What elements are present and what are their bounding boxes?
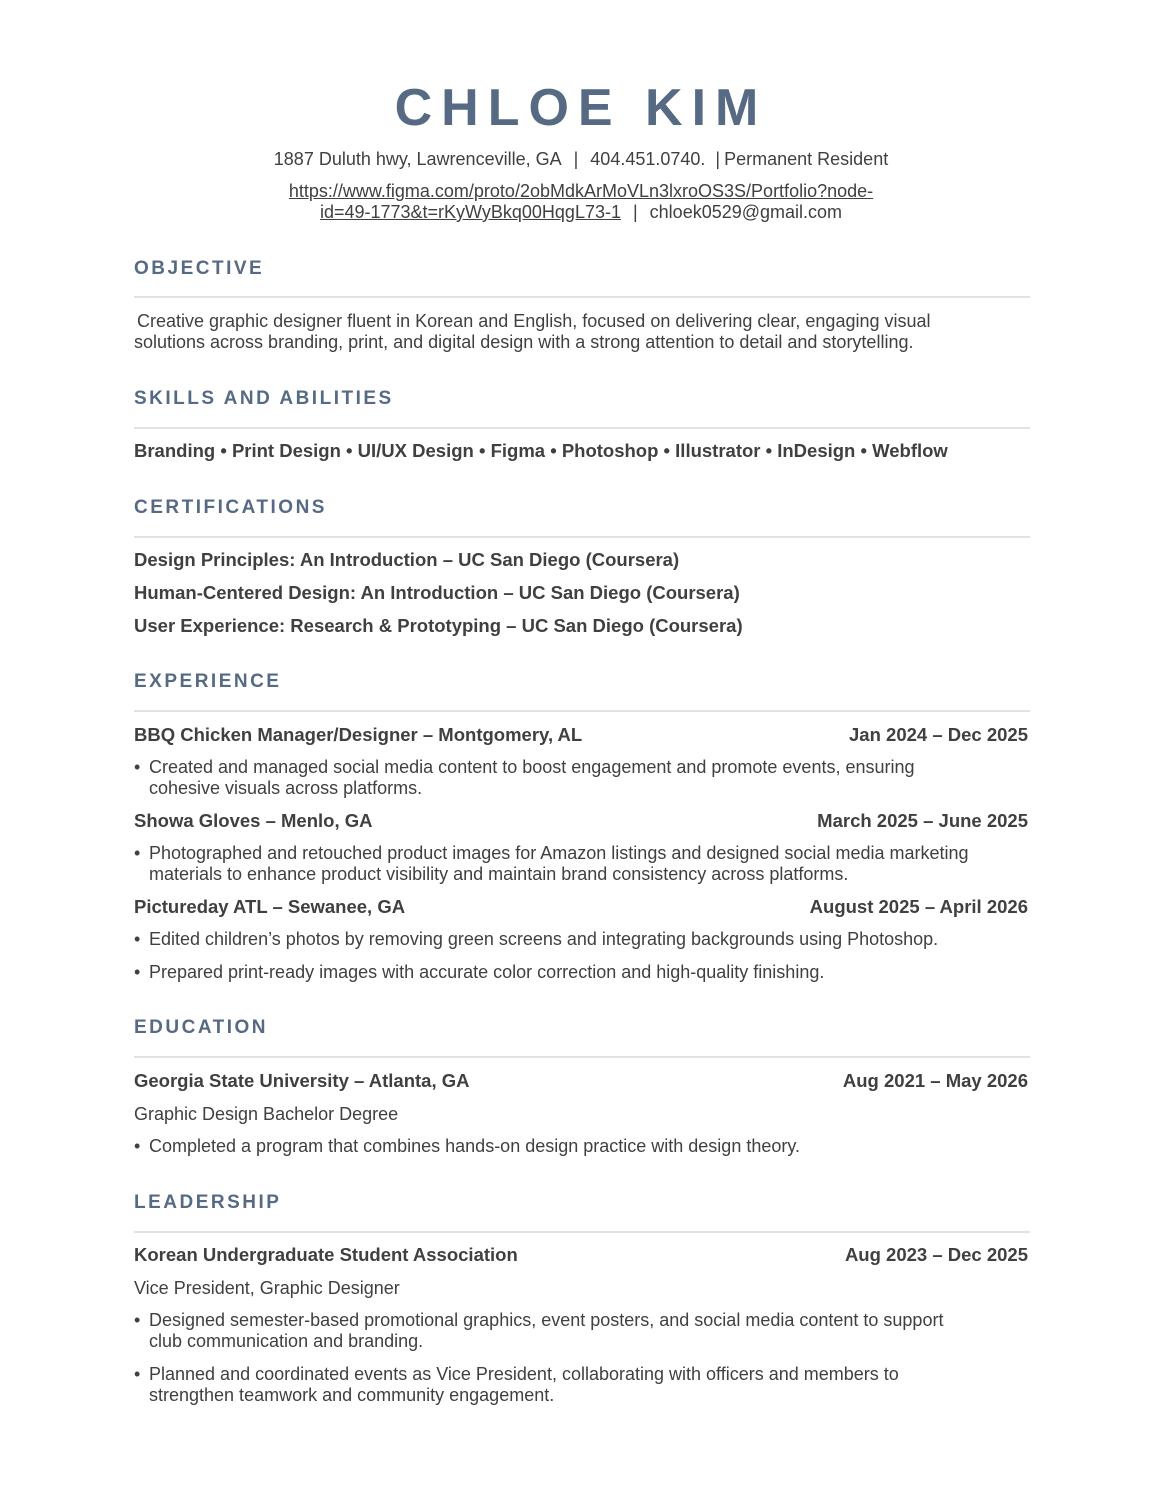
section-divider <box>134 296 1030 298</box>
bullet-icon: • <box>134 1310 141 1330</box>
portfolio-link[interactable]: https://www.figma.com/proto/2obMdkArMoVLn3lxroOS3S/Portfolio?node- <box>288 181 874 201</box>
objective-text <box>134 311 1030 353</box>
job-bullet <box>134 757 1014 799</box>
certification-item: User Experience: Research & Prototyping – UC San Diego (Coursera) <box>134 615 743 636</box>
separator: | <box>715 149 721 169</box>
separator: | <box>573 149 579 169</box>
skills-heading: SKILLS AND ABILITIES <box>134 388 394 409</box>
bullet-line: cohesive visuals across platforms. <box>149 778 423 798</box>
job-bullet <box>134 929 1014 950</box>
contact-line <box>0 149 1162 170</box>
certifications-heading: CERTIFICATIONS <box>134 497 327 518</box>
bullet-icon: • <box>134 929 141 949</box>
bullet-line: materials to enhance product visibility and maintain brand consistency across platforms. <box>149 864 849 884</box>
degree: Graphic Design Bachelor Degree <box>134 1104 399 1124</box>
job-header <box>134 896 1028 918</box>
section-divider <box>134 710 1030 712</box>
bullet-line: Prepared print-ready images with accurate color correction and high-quality finishing. <box>149 962 825 982</box>
job-dates: March 2025 – June 2025 <box>817 810 1028 831</box>
bullet-icon: • <box>134 1136 141 1156</box>
bullet-icon: • <box>134 757 141 777</box>
education-dates: Aug 2021 – May 2026 <box>842 1070 1028 1091</box>
bullet-icon: • <box>134 962 141 982</box>
certification-item: Human-Centered Design: An Introduction – UC San Diego (Coursera) <box>134 582 740 603</box>
address: 1887 Duluth hwy, Lawrenceville, GA <box>273 149 562 169</box>
bullet-line: Completed a program that combines hands-on design practice with design theory. <box>149 1136 801 1156</box>
job-title: Showa Gloves – Menlo, GA <box>134 810 373 831</box>
candidate-name: CHLOE KIM <box>394 79 768 137</box>
phone: 404.451.0740. <box>590 149 706 169</box>
bullet-line: Planned and coordinated events as Vice President, collaborating with officers and members to <box>149 1364 899 1384</box>
job-header <box>134 810 1028 832</box>
job-title: BBQ Chicken Manager/Designer – Montgomery, AL <box>134 724 583 745</box>
skills-list: Branding • Print Design • UI/UX Design • Figma • Photoshop • Illustrator • InDesign • Webflow <box>134 440 948 461</box>
objective-heading: OBJECTIVE <box>134 258 265 279</box>
objective-line: solutions across branding, print, and digital design with a strong attention to detail and storytelling. <box>134 332 914 352</box>
job-dates: August 2025 – April 2026 <box>809 896 1028 917</box>
organization-name: Korean Undergraduate Student Association <box>134 1244 518 1265</box>
bullet-line: Edited children’s photos by removing green screens and integrating backgrounds using Photoshop. <box>149 929 939 949</box>
section-divider <box>134 1231 1030 1233</box>
portfolio-link-continued[interactable]: id=49-1773&t=rKyWyBkq00HqgL73-1 <box>319 202 621 222</box>
education-heading: EDUCATION <box>134 1017 269 1038</box>
leadership-role: Vice President, Graphic Designer <box>134 1278 400 1298</box>
section-divider <box>134 536 1030 538</box>
job-dates: Jan 2024 – Dec 2025 <box>849 724 1028 745</box>
education-header <box>134 1070 1028 1092</box>
bullet-line: Designed semester-based promotional graphics, event posters, and social media content to support <box>149 1310 944 1330</box>
section-divider <box>134 1056 1030 1058</box>
bullet-icon: • <box>134 843 141 863</box>
section-divider <box>134 427 1030 429</box>
experience-heading: EXPERIENCE <box>134 671 282 692</box>
bullet-icon: • <box>134 1364 141 1384</box>
bullet-line: Photographed and retouched product images for Amazon listings and designed social media marketing <box>149 843 969 863</box>
job-header <box>134 724 1028 746</box>
residency-status: Permanent Resident <box>724 149 889 169</box>
education-bullet <box>134 1136 1014 1157</box>
certification-item: Design Principles: An Introduction – UC San Diego (Coursera) <box>134 549 680 570</box>
leadership-dates: Aug 2023 – Dec 2025 <box>844 1244 1028 1265</box>
leadership-heading: LEADERSHIP <box>134 1192 282 1213</box>
bullet-line: Created and managed social media content to boost engagement and promote events, ensuring <box>149 757 915 777</box>
bullet-line: strengthen teamwork and community engagement. <box>149 1385 555 1405</box>
job-bullet <box>134 843 1014 885</box>
leadership-bullet <box>134 1364 1014 1406</box>
bullet-line: club communication and branding. <box>149 1331 424 1351</box>
email: chloek0529@gmail.com <box>649 202 843 222</box>
leadership-bullet <box>134 1310 1014 1352</box>
school-name: Georgia State University – Atlanta, GA <box>134 1070 470 1091</box>
job-bullet <box>134 962 1014 983</box>
leadership-header <box>134 1244 1028 1266</box>
objective-line: Creative graphic designer fluent in Korean and English, focused on delivering clear, engaging visual <box>137 311 931 331</box>
separator: | <box>632 202 638 222</box>
links-block <box>0 181 1162 223</box>
job-title: Pictureday ATL – Sewanee, GA <box>134 896 406 917</box>
